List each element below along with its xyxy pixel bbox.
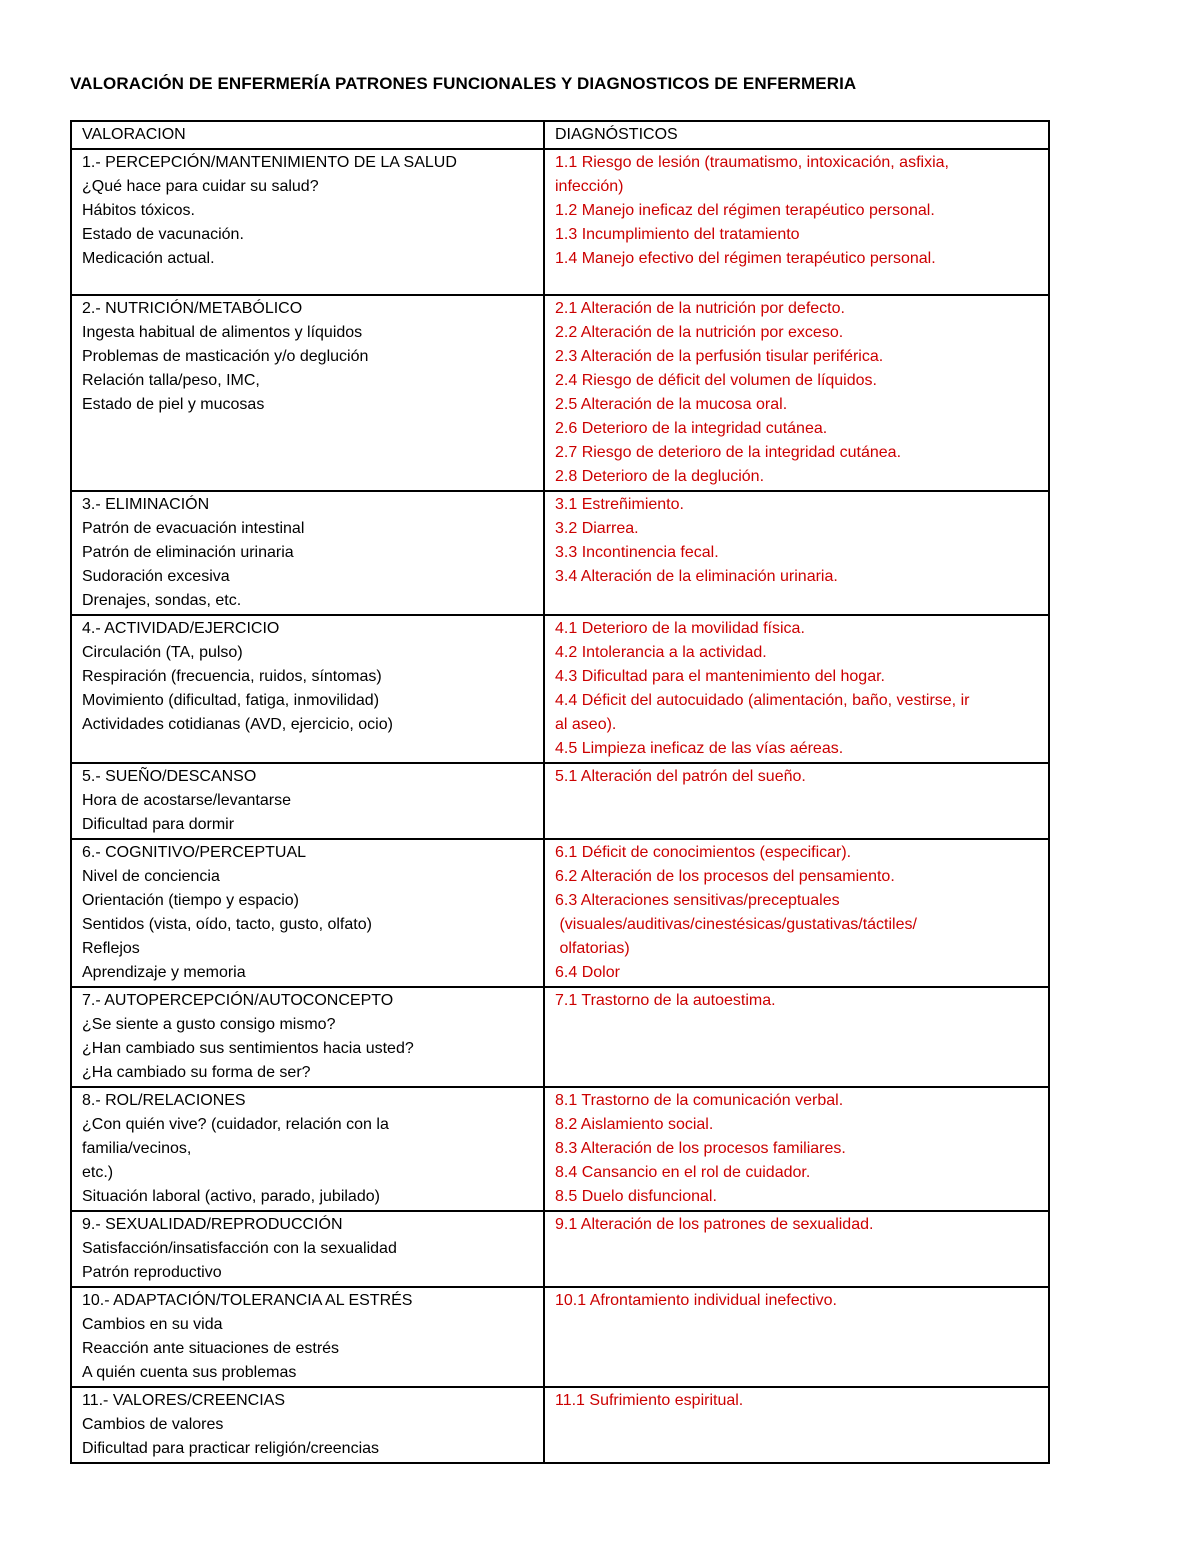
diagnosis-item: infección) [555,178,624,195]
assessment-item: ¿Qué hace para cuidar su salud? [82,178,319,195]
assessment-item: Dificultad para practicar religión/creencias [82,1440,380,1457]
diagnosis-item: 1.2 Manejo ineficaz del régimen terapéutico personal. [555,202,935,219]
diagnosticos-cell [544,491,1049,615]
valoracion-cell [71,149,544,295]
assessment-item: etc.) [82,1164,114,1181]
diagnosis-item: 6.2 Alteración de los procesos del pensamiento. [555,868,895,885]
pattern-heading: 1.- PERCEPCIÓN/MANTENIMIENTO DE LA SALUD [82,154,457,171]
diagnosticos-cell [544,839,1049,987]
diagnosis-item: 8.2 Aislamiento social. [555,1116,714,1133]
header-diagnosticos: DIAGNÓSTICOS [544,121,1049,149]
diagnosis-item: 1.1 Riesgo de lesión (traumatismo, intoxicación, asfixia, [555,154,949,171]
assessment-item: Hora de acostarse/levantarse [82,792,291,809]
diagnosis-item: 2.3 Alteración de la perfusión tisular periférica. [555,348,884,365]
diagnosis-item: 2.5 Alteración de la mucosa oral. [555,396,788,413]
diagnosis-item: 1.3 Incumplimiento del tratamiento [555,226,800,243]
valoracion-cell [71,1387,544,1463]
table-row [71,491,1049,615]
diagnosis-item: 4.5 Limpieza ineficaz de las vías aéreas. [555,740,844,757]
assessment-item: Hábitos tóxicos. [82,202,195,219]
diagnosticos-cell [544,149,1049,295]
table-row [71,1287,1049,1387]
assessment-item: Sudoración excesiva [82,568,230,585]
diagnosticos-cell [544,1211,1049,1287]
pattern-heading: 9.- SEXUALIDAD/REPRODUCCIÓN [82,1216,343,1233]
assessment-item: Estado de vacunación. [82,226,244,243]
diagnosis-item: 6.4 Dolor [555,964,620,981]
pattern-heading: 3.- ELIMINACIÓN [82,496,210,513]
pattern-heading: 11.- VALORES/CREENCIAS [82,1392,286,1409]
assessment-item: Relación talla/peso, IMC, [82,372,260,389]
assessment-item: Actividades cotidianas (AVD, ejercicio, ocio) [82,716,393,733]
assessment-item: Problemas de masticación y/o deglución [82,348,369,365]
diagnosticos-cell [544,615,1049,763]
diagnosis-item: al aseo). [555,716,617,733]
assessment-item: ¿Ha cambiado su forma de ser? [82,1064,311,1081]
diagnosis-item: 3.1 Estreñimiento. [555,496,684,513]
valoracion-cell [71,763,544,839]
table-row [71,615,1049,763]
assessment-item: Circulación (TA, pulso) [82,644,243,661]
assessment-item: Dificultad para dormir [82,816,235,833]
diagnosis-item: 4.3 Dificultad para el mantenimiento del hogar. [555,668,885,685]
assessment-item: Patrón reproductivo [82,1264,222,1281]
table-row [71,1387,1049,1463]
diagnosis-item: 3.2 Diarrea. [555,520,639,537]
diagnosis-item: 4.2 Intolerancia a la actividad. [555,644,767,661]
assessment-item: Medicación actual. [82,250,215,267]
assessment-item: ¿Se siente a gusto consigo mismo? [82,1016,336,1033]
page-title: VALORACIÓN DE ENFERMERÍA PATRONES FUNCIONALES Y DIAGNOSTICOS DE ENFERMERIA [70,74,857,93]
diagnosticos-cell [544,295,1049,491]
table-row [71,1211,1049,1287]
assessment-item: Situación laboral (activo, parado, jubilado) [82,1188,380,1205]
diagnosis-item: 2.6 Deterioro de la integridad cutánea. [555,420,828,437]
assessment-item: Drenajes, sondas, etc. [82,592,242,609]
diagnosis-item: 2.8 Deterioro de la deglución. [555,468,765,485]
assessment-item: Aprendizaje y memoria [82,964,246,981]
table-row [71,1087,1049,1211]
valoracion-cell [71,1211,544,1287]
valoracion-cell [71,295,544,491]
assessment-item: Orientación (tiempo y espacio) [82,892,299,909]
diagnosis-item: 6.3 Alteraciones sensitivas/preceptuales [555,892,840,909]
table-row [71,763,1049,839]
diagnosticos-cell [544,1387,1049,1463]
assessment-item: Sentidos (vista, oído, tacto, gusto, olfato) [82,916,372,933]
header-valoracion: VALORACION [71,121,544,149]
assessment-item: ¿Han cambiado sus sentimientos hacia usted? [82,1040,414,1057]
pattern-heading: 6.- COGNITIVO/PERCEPTUAL [82,844,307,861]
diagnosticos-cell [544,763,1049,839]
assessment-item: Respiración (frecuencia, ruidos, síntomas) [82,668,382,685]
diagnosis-item: 9.1 Alteración de los patrones de sexualidad. [555,1216,874,1233]
assessment-item: Patrón de evacuación intestinal [82,520,305,537]
diagnosis-item: 8.4 Cansancio en el rol de cuidador. [555,1164,811,1181]
diagnosis-item: 8.1 Trastorno de la comunicación verbal. [555,1092,844,1109]
diagnosis-item: 8.3 Alteración de los procesos familiares. [555,1140,846,1157]
diagnosis-item: 10.1 Afrontamiento individual inefectivo. [555,1292,837,1309]
diagnosis-item: 2.7 Riesgo de deterioro de la integridad cutánea. [555,444,902,461]
diagnosis-item: 6.1 Déficit de conocimientos (especificar). [555,844,852,861]
assessment-item: Estado de piel y mucosas [82,396,265,413]
diagnosis-item: (visuales/auditivas/cinestésicas/gustativas/táctiles/ [555,916,917,933]
assessment-table [70,120,1050,1464]
assessment-item: Reacción ante situaciones de estrés [82,1340,340,1357]
valoracion-cell [71,1087,544,1211]
assessment-item: A quién cuenta sus problemas [82,1364,297,1381]
diagnosis-item: 2.2 Alteración de la nutrición por exceso. [555,324,844,341]
table-row [71,149,1049,295]
diagnosis-item: 2.4 Riesgo de déficit del volumen de líquidos. [555,372,877,389]
table-row [71,295,1049,491]
assessment-item: Nivel de conciencia [82,868,220,885]
diagnosticos-cell [544,1287,1049,1387]
diagnosis-item: 11.1 Sufrimiento espiritual. [555,1392,744,1409]
diagnosis-item: olfatorias) [555,940,630,957]
valoracion-cell [71,491,544,615]
diagnosis-item: 2.1 Alteración de la nutrición por defecto. [555,300,845,317]
assessment-item: ¿Con quién vive? (cuidador, relación con la [82,1116,389,1133]
diagnosticos-cell [544,987,1049,1087]
assessment-item: Reflejos [82,940,140,957]
pattern-heading: 5.- SUEÑO/DESCANSO [82,768,257,785]
table-row [71,839,1049,987]
assessment-item: Cambios de valores [82,1416,224,1433]
assessment-item: Movimiento (dificultad, fatiga, inmovilidad) [82,692,380,709]
diagnosis-item: 4.4 Déficit del autocuidado (alimentación, baño, vestirse, ir [555,692,970,709]
assessment-item: familia/vecinos, [82,1140,192,1157]
assessment-item: Satisfacción/insatisfacción con la sexualidad [82,1240,397,1257]
pattern-heading: 2.- NUTRICIÓN/METABÓLICO [82,300,303,317]
diagnosticos-cell [544,1087,1049,1211]
assessment-item: Ingesta habitual de alimentos y líquidos [82,324,363,341]
diagnosis-item: 4.1 Deterioro de la movilidad física. [555,620,805,637]
diagnosis-item: 7.1 Trastorno de la autoestima. [555,992,776,1009]
diagnosis-item: 8.5 Duelo disfuncional. [555,1188,717,1205]
pattern-heading: 7.- AUTOPERCEPCIÓN/AUTOCONCEPTO [82,992,394,1009]
diagnosis-item: 1.4 Manejo efectivo del régimen terapéutico personal. [555,250,936,267]
diagnosis-item: 3.3 Incontinencia fecal. [555,544,719,561]
diagnosis-item: 3.4 Alteración de la eliminación urinaria. [555,568,838,585]
table-row [71,987,1049,1087]
valoracion-cell [71,839,544,987]
valoracion-cell [71,615,544,763]
valoracion-cell [71,987,544,1087]
assessment-item: Cambios en su vida [82,1316,223,1333]
pattern-heading: 4.- ACTIVIDAD/EJERCICIO [82,620,280,637]
pattern-heading: 8.- ROL/RELACIONES [82,1092,246,1109]
pattern-heading: 10.- ADAPTACIÓN/TOLERANCIA AL ESTRÉS [82,1292,413,1309]
valoracion-cell [71,1287,544,1387]
diagnosis-item: 5.1 Alteración del patrón del sueño. [555,768,806,785]
assessment-item: Patrón de eliminación urinaria [82,544,294,561]
table-header-row [71,121,1049,149]
